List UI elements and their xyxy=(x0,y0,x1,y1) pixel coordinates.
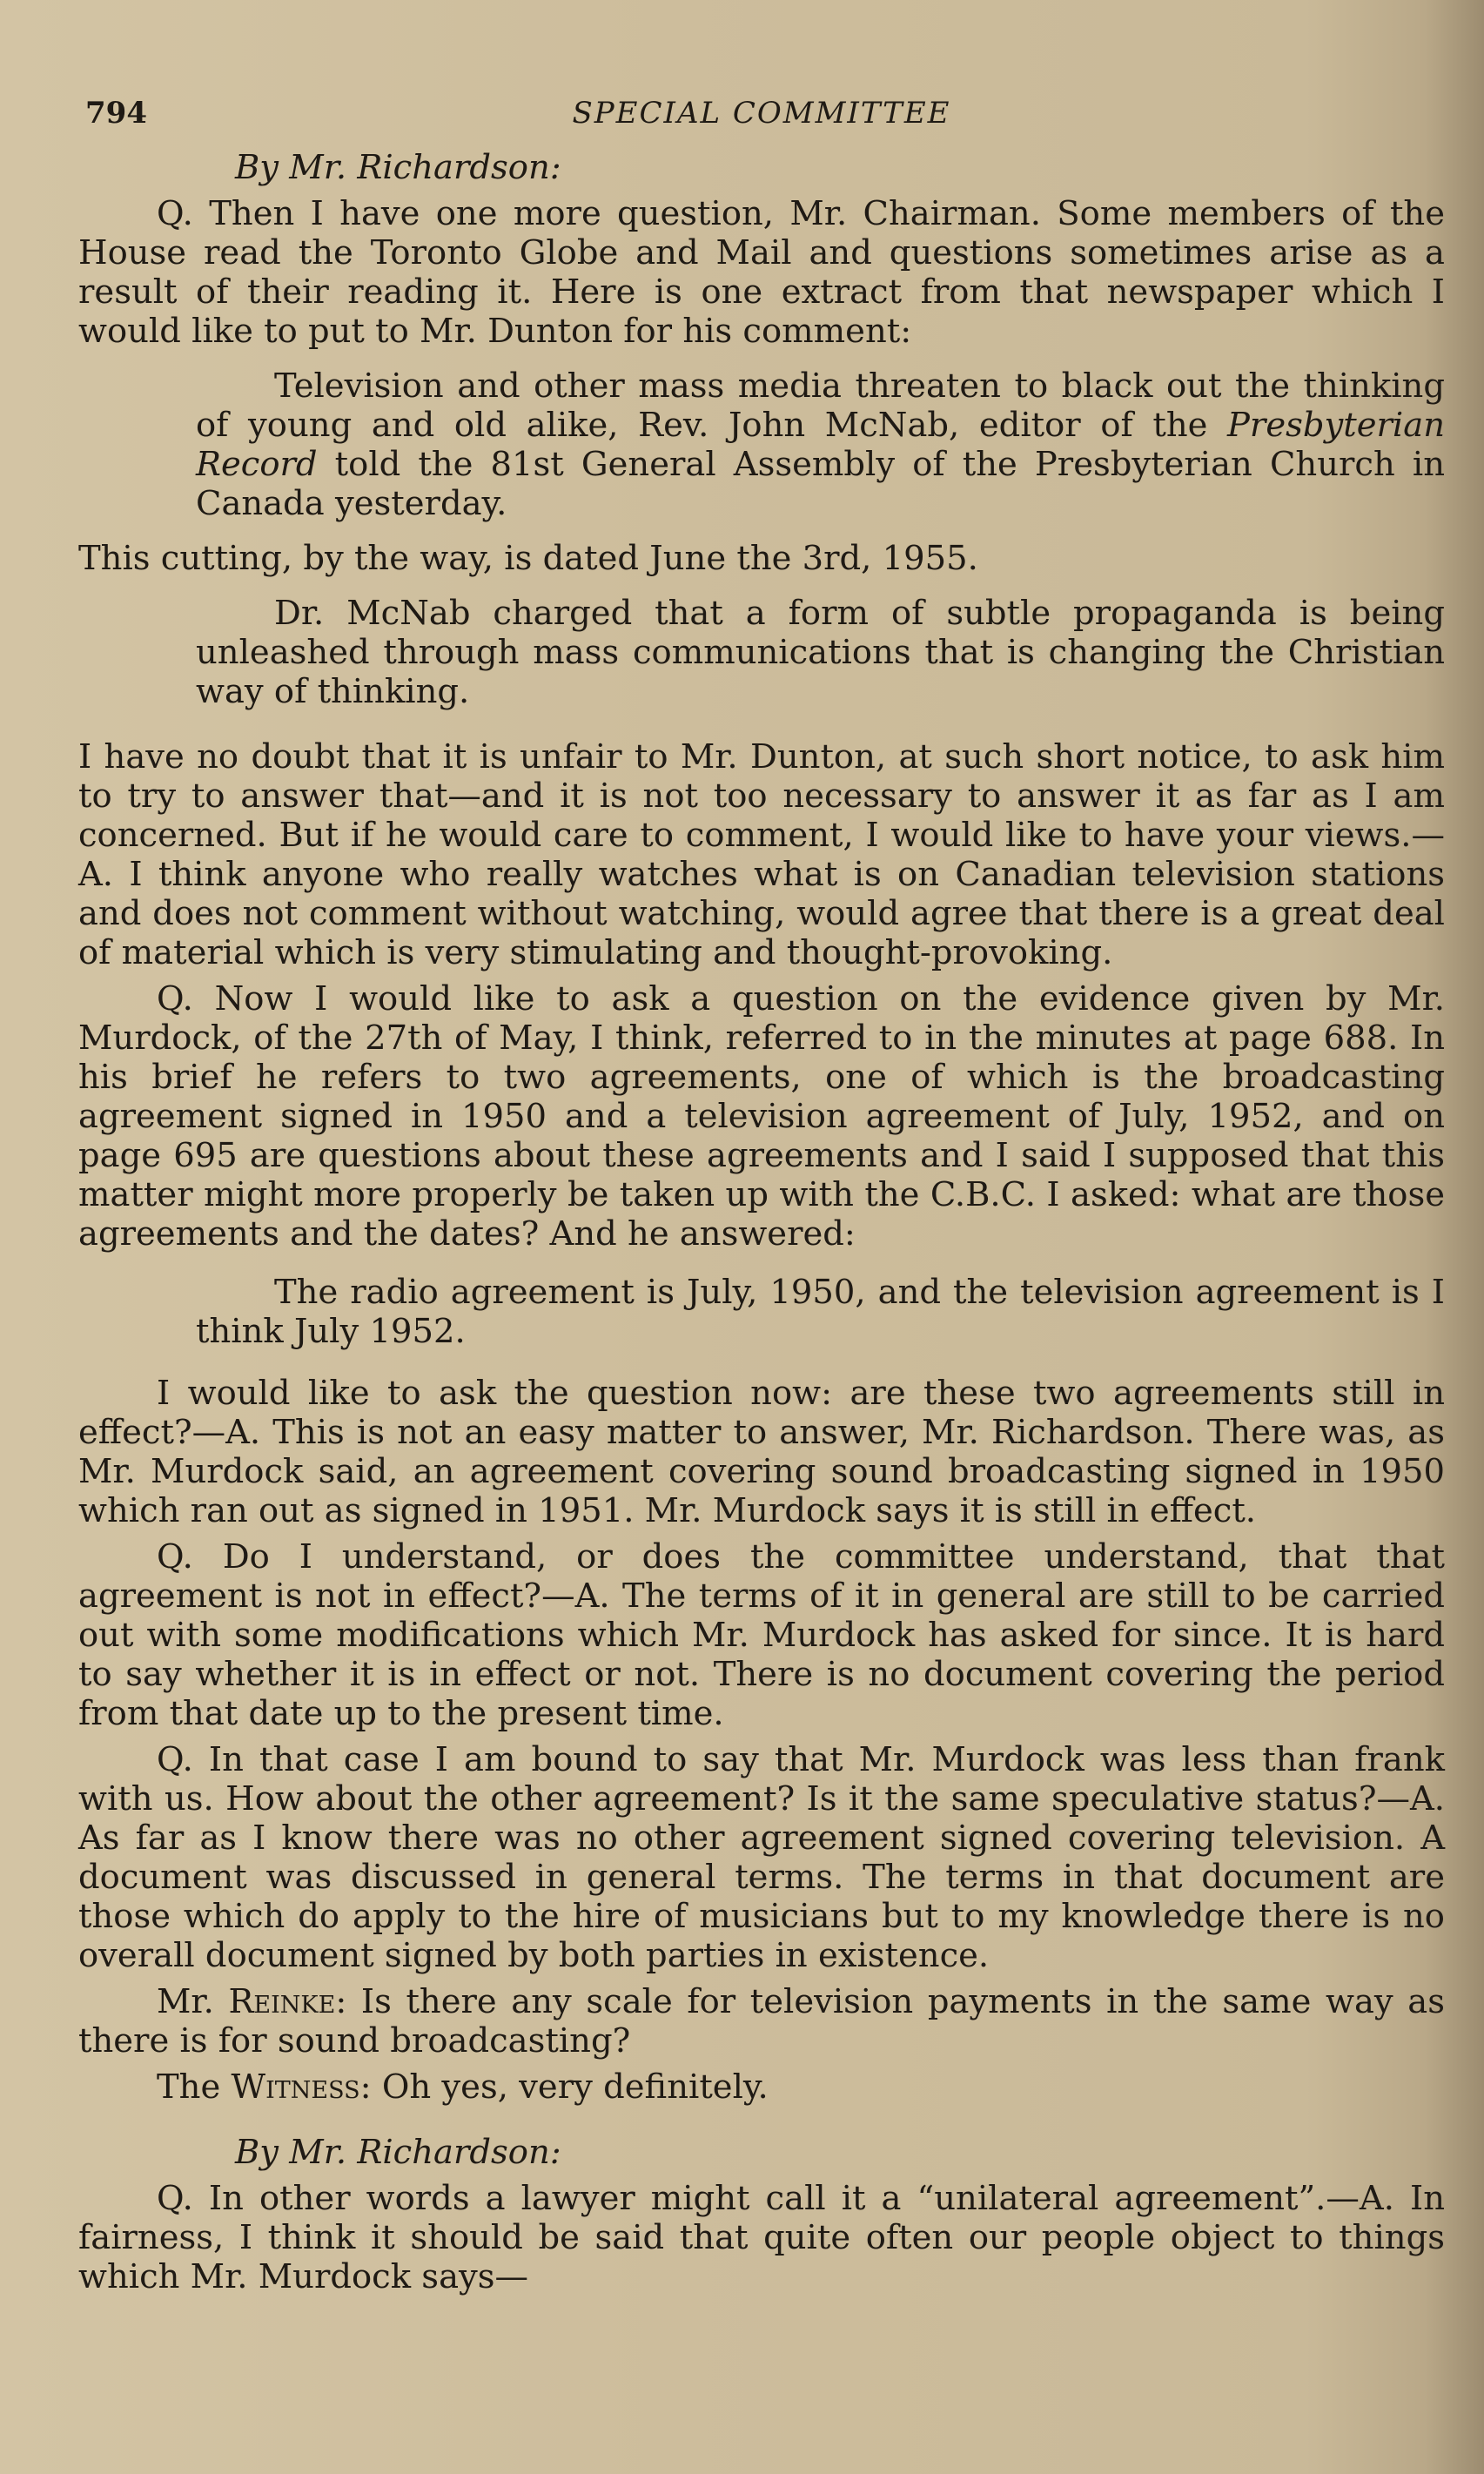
speaker-heading: By Mr. Richardson: xyxy=(235,2133,561,2172)
running-head: SPECIAL COMMITTEE xyxy=(572,96,951,131)
speaker-heading: By Mr. Richardson: xyxy=(235,148,561,187)
speaker-prefix: Mr. xyxy=(157,1982,229,2021)
paragraph xyxy=(78,1982,1445,2061)
block-quote: The radio agreement is July, 1950, and the television agreement is I think July 1952. xyxy=(196,1273,1445,1351)
quote-text: Television and other mass media threaten to black out the thinking of young and old alike, Rev. John McNab, editor of the xyxy=(196,366,1445,445)
paragraph: I have no doubt that it is unfair to Mr. Dunton, at such short notice, to ask him to try to answer that—and it is not too necessary to answer it as far as I am concerned. But if he would care to comment, I would like to have your views.—A. I think anyone who really watches what is on Canadian television stations and does not comment without watching, would agree that there is a great deal of material which is very stimulating and thought-provoking. xyxy=(78,737,1445,972)
paragraph: Q. Now I would like to ask a question on the evidence given by Mr. Murdock, of the 27th of May, I think, referred to in the minutes at page 688. In his brief he refers to two agreements, one of which is the broadcasting agreement signed in 1950 and a television agreement of July, 1952, and on page 695 are questions about these agreements and I said I supposed that this matter might more properly be taken up with the C.B.C. I asked: what are those agreements and the dates? And he answered: xyxy=(78,979,1445,1254)
paragraph: This cutting, by the way, is dated June the 3rd, 1955. xyxy=(78,539,978,578)
paragraph: Q. Then I have one more question, Mr. Chairman. Some members of the House read the Toronto Globe and Mail and questions sometimes arise as a result of their reading it. Here is one extract from that newspaper which I would like to put to Mr. Dunton for his comment: xyxy=(78,194,1445,351)
page-number: 794 xyxy=(85,96,147,131)
quote-italic-title: Presbyterian Record xyxy=(196,406,1445,484)
block-quote xyxy=(196,366,1445,523)
speaker-name: Witness xyxy=(231,2067,360,2107)
speech-text: : Oh yes, very definitely. xyxy=(359,2067,769,2107)
paragraph: Q. In other words a lawyer might call it a “unilateral agreement”.—A. In fairness, I think it should be said that quite often our people object to things which Mr. Murdock says— xyxy=(78,2179,1445,2296)
speaker-name: Reinke xyxy=(228,1982,336,2021)
paragraph: Q. In that case I am bound to say that Mr. Murdock was less than frank with us. How about the other agreement? Is it the same speculative status?—A. As far as I know there was no other agreement signed covering television. A document was discussed in general terms. The terms in that document are those which do apply to the hire of musicians but to my knowledge there is no overall document signed by both parties in existence. xyxy=(78,1740,1445,1975)
paragraph: I would like to ask the question now: are these two agreements still in effect?—A. This is not an easy matter to answer, Mr. Richardson. There was, as Mr. Murdock said, an agreement covering sound broadcasting signed in 1950 which ran out as signed in 1951. Mr. Murdock says it is still in effect. xyxy=(78,1374,1445,1530)
paragraph xyxy=(78,2067,1445,2107)
page-header xyxy=(78,87,1445,139)
paragraph: Q. Do I understand, or does the committee understand, that that agreement is not in effect?—A. The terms of it in general are still to be carried out with some modifications which Mr. Murdock has asked for since. It is hard to say whether it is in effect or not. There is no document covering the period from that date up to the present time. xyxy=(78,1537,1445,1733)
speaker-prefix: The xyxy=(157,2067,232,2107)
page-content xyxy=(78,87,1445,2296)
block-quote: Dr. McNab charged that a form of subtle propaganda is being unleashed through mass communications that is changing the Christian way of thinking. xyxy=(196,594,1445,711)
speech-text: : Is there any scale for television payments in the same way as there is for sound broadcasting? xyxy=(78,1982,1445,2061)
quote-text: told the 81st General Assembly of the Presbyterian Church in Canada yesterday. xyxy=(196,445,1445,523)
